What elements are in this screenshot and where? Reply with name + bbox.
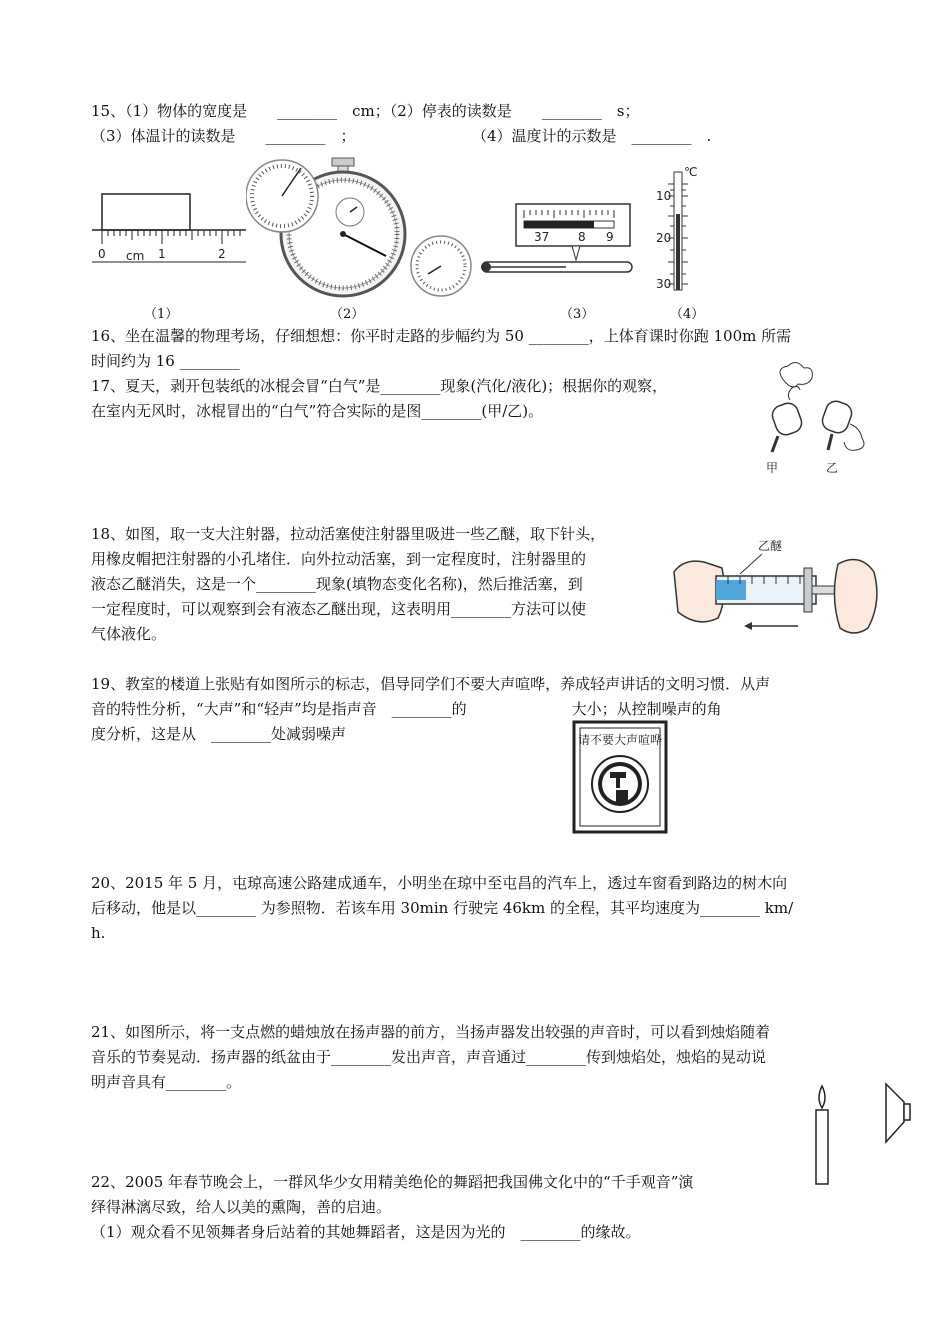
- q20-line3: h.: [91, 924, 106, 942]
- q19-line2: 音的特性分析，“大声”和“轻声”均是指声音 ________的 大小；从控制噪声的角: [91, 700, 722, 718]
- fig-label-4: （4）: [670, 307, 705, 322]
- temp-unit: ℃: [684, 166, 698, 179]
- q22-line2: 绎得淋漓尽致，给人以美的熏陶，善的启迪。: [91, 1198, 392, 1216]
- q18-line3: 液态乙醚消失，这是一个________现象(填物态变化名称)，然后推活塞，到: [91, 575, 583, 593]
- thermo-tick-8: 8: [578, 230, 586, 244]
- ruler-tick-1: 1: [158, 247, 166, 261]
- candle-speaker-figure: [808, 1080, 918, 1190]
- q18-line1: 18、如图，取一支大注射器，拉动活塞使注射器里吸进一些乙醚，取下针头，: [91, 525, 606, 543]
- ice-pop-label-jia: 甲: [766, 461, 779, 475]
- q15-line2-part3: （3）体温计的读数是 ________ ；: [91, 127, 356, 145]
- q17-line1: 17、夏天，剥开包装纸的冰棍会冒“白气”是________现象(汽化/液化)；根据你的观察，: [91, 377, 668, 395]
- fig-label-2: （2）: [330, 307, 365, 322]
- q22-line1: 22、2005 年春节晚会上，一群风华少女用精美绝伦的舞蹈把我国佛文化中的“千手观音”演: [91, 1173, 694, 1191]
- q19-line3: 度分析，这是从 ________处减弱噪声: [91, 725, 347, 743]
- q20-line1: 20、2015 年 5 月，屯琼高速公路建成通车，小明坐在琼中至屯昌的汽车上，透过车窗看到路边的树木向: [91, 874, 788, 892]
- fig-label-1: （1）: [144, 307, 179, 322]
- ruler-tick-2: 2: [218, 247, 226, 261]
- ruler-figure: [90, 186, 250, 276]
- q16-line2: 时间约为 16 ________: [91, 352, 240, 370]
- q17-line2: 在室内无风时，冰棍冒出的“白气”符合实际的是图________(甲/乙)。: [91, 402, 544, 420]
- temp-tick-20: 20: [656, 231, 672, 245]
- q15-line1: 15、（1）物体的宽度是 ________ cm；（2）停表的读数是 ________ s；: [91, 102, 640, 120]
- q21-line2: 音乐的节奏晃动．扬声器的纸盆由于________发出声音，声音通过________传到烛焰处，烛焰的晃动说: [91, 1048, 767, 1066]
- temp-tick-30: 30: [656, 277, 672, 291]
- syringe-figure: [668, 528, 882, 644]
- ruler-tick-0: 0: [98, 247, 106, 261]
- ice-pop-figure: [760, 360, 880, 480]
- clinical-thermometer-figure: [476, 196, 646, 286]
- fig-label-3: （3）: [560, 307, 595, 322]
- q21-line1: 21、如图所示，将一支点燃的蜡烛放在扬声器的前方，当扬声器发出较强的声音时，可以看到烛焰随着: [91, 1023, 771, 1041]
- q15-line2-part4: （4）温度计的示数是 ________ .: [472, 127, 712, 145]
- q18-line2: 用橡皮帽把注射器的小孔堵住．向外拉动活塞，到一定程度时，注射器里的: [91, 550, 587, 568]
- ice-pop-label-yi: 乙: [826, 461, 839, 475]
- q20-line2: 后移动，他是以________ 为参照物．若该车用 30min 行驶完 46km 的全程，其平均速度为________ km/: [91, 899, 794, 917]
- stopwatch-figure: [246, 156, 476, 301]
- quiet-sign-figure: [572, 720, 668, 834]
- syringe-label: 乙醚: [758, 539, 783, 553]
- thermo-tick-37: 37: [534, 230, 550, 244]
- q18-line5: 气体液化。: [91, 625, 167, 643]
- q18-line4: 一定程度时，可以观察到会有液态乙醚出现，这表明用________方法可以使: [91, 600, 587, 618]
- temp-tick-10: 10: [656, 189, 672, 203]
- q22-line3: （1）观众看不见领舞者身后站着的其她舞蹈者，这是因为光的 ________的缘故。: [91, 1223, 641, 1241]
- thermometer-figure: [654, 166, 704, 296]
- q19-line1: 19、教室的楼道上张贴有如图所示的标志，倡导同学们不要大声喧哗，养成轻声讲话的文明习惯．从声: [91, 675, 771, 693]
- q16-line1: 16、坐在温馨的物理考场，仔细想想：你平时走路的步幅约为 50 ________，上体育课时你跑 100m 所需: [91, 327, 792, 345]
- q21-line3: 明声音具有________。: [91, 1073, 242, 1091]
- ruler-unit: cm: [126, 249, 145, 263]
- sign-text: 请不要大声喧哗: [577, 733, 663, 747]
- thermo-tick-9: 9: [606, 230, 614, 244]
